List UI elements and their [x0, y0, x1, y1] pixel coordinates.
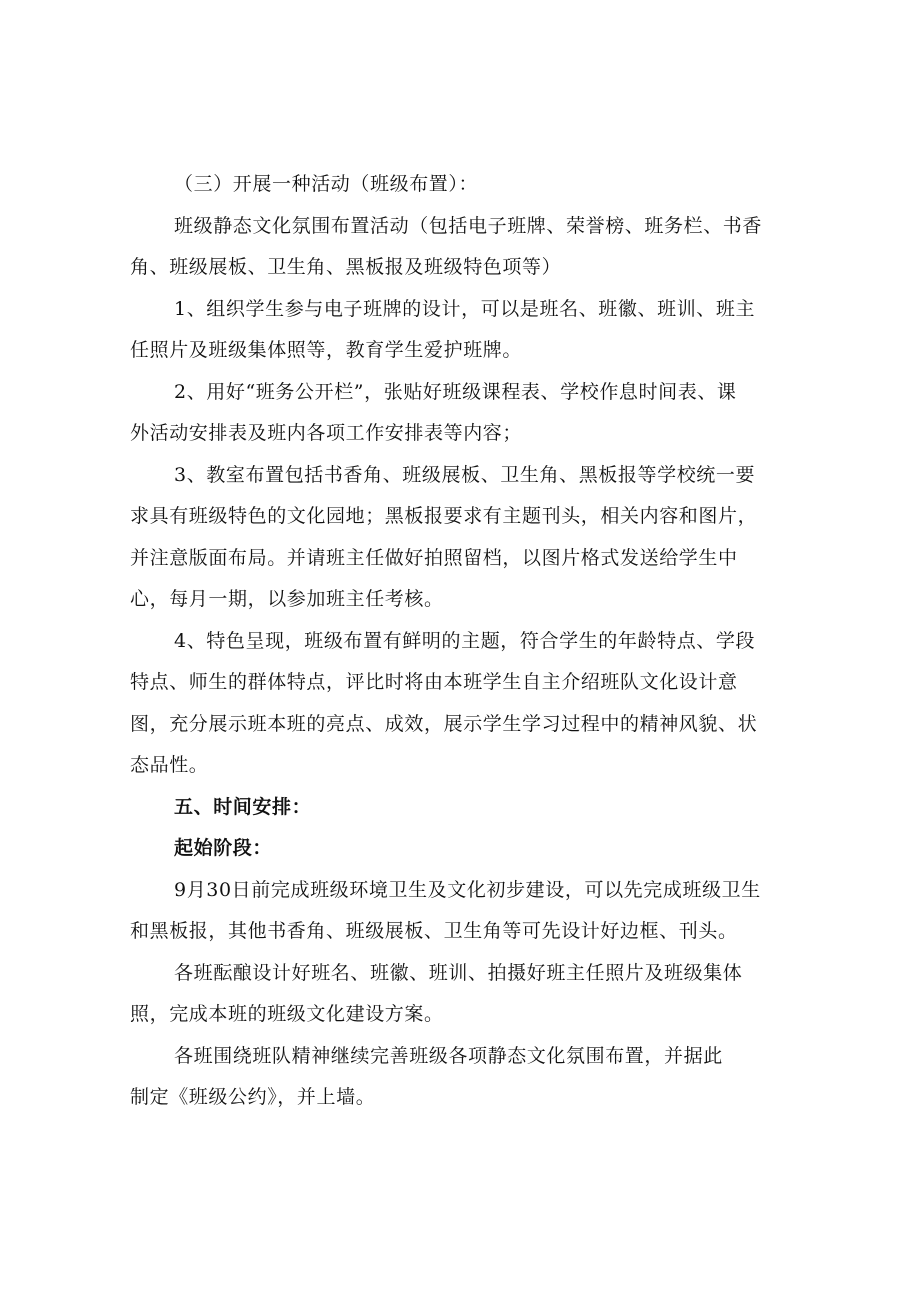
stage-para-1-line-2: 和黑板报，其他书香角、班级展板、卫生角等可先设计好边框、刊头。	[130, 920, 738, 942]
item-3-line-3: 并注意版面布局。并请班主任做好拍照留档，以图片格式发送给学生中	[130, 547, 738, 569]
item-3-line-1: 3、教室布置包括书香角、班级展板、卫生角、黑板报等学校统一要	[174, 464, 756, 486]
item-4-line-4: 态品性。	[130, 754, 209, 776]
stage-para-3-line-1: 各班围绕班队精神继续完善班级各项静态文化氛围布置，并据此	[174, 1045, 723, 1067]
section-three-intro-line-1: 班级静态文化氛围布置活动（包括电子班牌、荣誉榜、班务栏、书香	[174, 215, 763, 237]
stage-para-2-line-2: 照，完成本班的班级文化建设方案。	[130, 1003, 444, 1025]
item-2-line-2: 外活动安排表及班内各项工作安排表等内容；	[130, 422, 523, 444]
stage-heading: 起始阶段：	[174, 837, 273, 859]
section-five-heading: 五、时间安排：	[174, 796, 312, 818]
section-three-intro-line-2: 角、班级展板、卫生角、黑板报及班级特色项等）	[130, 256, 562, 278]
item-2-line-1: 2、用好“班务公开栏”，张贴好班级课程表、学校作息时间表、课	[174, 381, 737, 403]
item-3-line-4: 心，每月一期，以参加班主任考核。	[130, 588, 444, 610]
item-3-line-2: 求具有班级特色的文化园地；黑板报要求有主题刊头，相关内容和图片，	[130, 505, 758, 527]
item-1-line-2: 任照片及班级集体照等，教育学生爱护班牌。	[130, 339, 523, 361]
stage-para-1-line-1: 9月30日前完成班级环境卫生及文化初步建设，可以先完成班级卫生	[174, 879, 761, 901]
item-1-line-1: 1、组织学生参与电子班牌的设计，可以是班名、班徽、班训、班主	[174, 298, 756, 320]
stage-para-2-line-1: 各班酝酿设计好班名、班徽、班训、拍摄好班主任照片及班级集体	[174, 962, 743, 984]
item-4-line-2: 特点、师生的群体特点，评比时将由本班学生自主介绍班队文化设计意	[130, 671, 738, 693]
item-4-line-1: 4、特色呈现，班级布置有鲜明的主题，符合学生的年龄特点、学段	[174, 630, 756, 652]
section-three-heading: （三）开展一种活动（班级布置）：	[174, 173, 479, 195]
item-4-line-3: 图，充分展示班本班的亮点、成效，展示学生学习过程中的精神风貌、状	[130, 713, 758, 735]
stage-para-3-line-2: 制定《班级公约》，并上墙。	[130, 1086, 376, 1108]
